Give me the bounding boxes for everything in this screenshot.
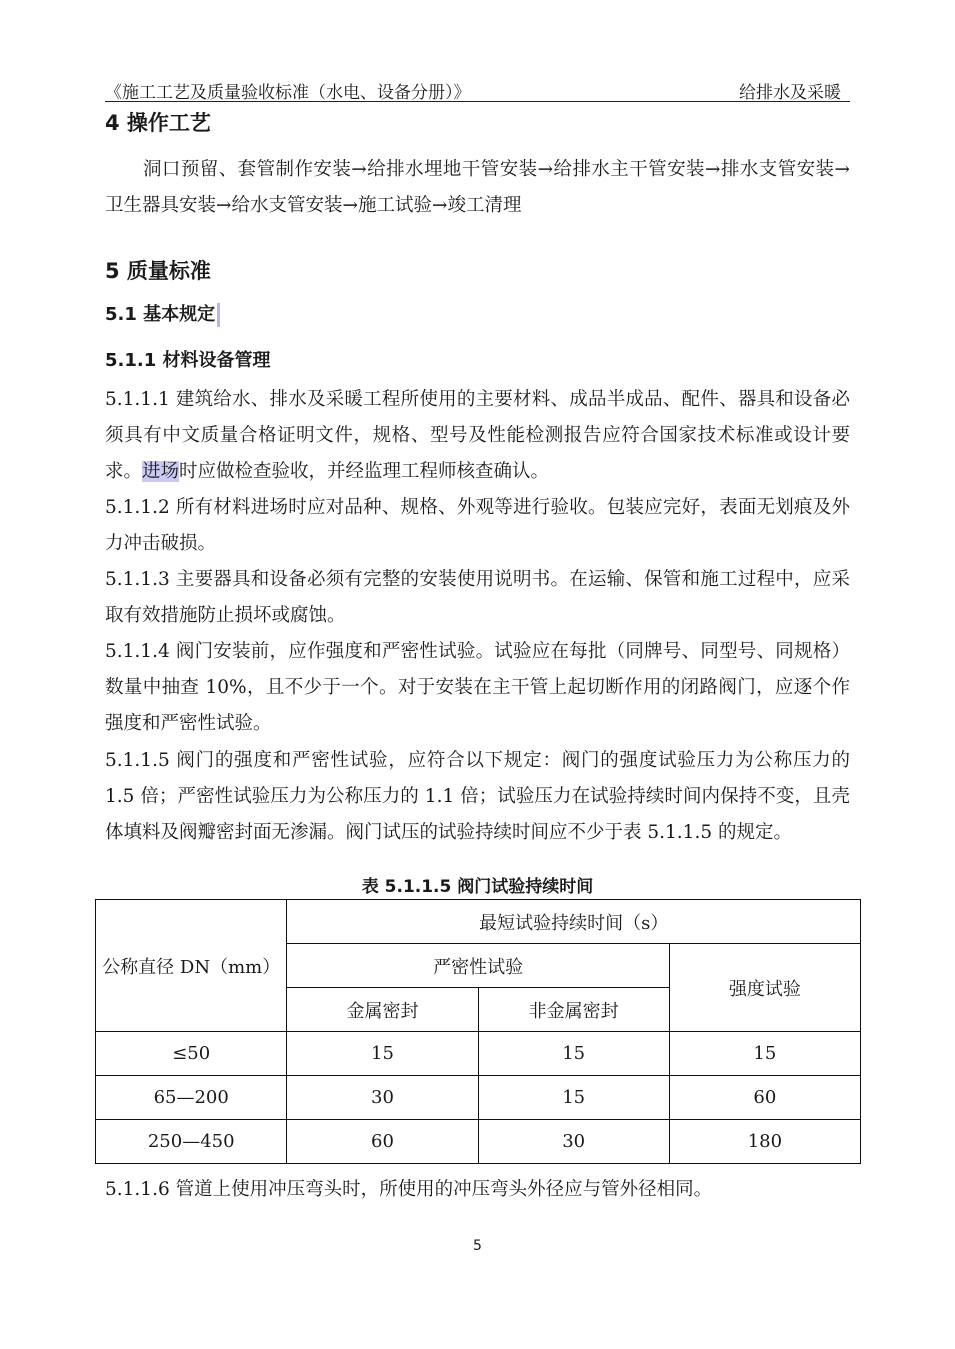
text-cursor: [217, 303, 220, 327]
cell-nonmetal: 30: [478, 1120, 669, 1164]
header-dn: 公称直径 DN（mm）: [96, 900, 287, 1032]
section-4-heading: 4 操作工艺: [105, 111, 211, 135]
cell-strength: 180: [669, 1120, 860, 1164]
section-5-1-1-heading: 5.1.1 材料设备管理: [105, 350, 271, 371]
cell-metal: 15: [287, 1032, 478, 1076]
header-min-time: 最短试验持续时间（s）: [287, 900, 861, 944]
header-nonmetal-seal: 非金属密封: [478, 988, 669, 1032]
cell-strength: 15: [669, 1032, 860, 1076]
clause-5-1-1-5: 5.1.1.5 阀门的强度和严密性试验，应符合以下规定：阀门的强度试验压力为公称压力的 1.5 倍；严密性试验压力为公称压力的 1.1 倍；试验压力在试验持续时间内保持不变，且壳体填料及阀瓣密封面无渗漏。阀门试压的试验持续时间应不少于表 5.1.1.5 的规定。: [105, 750, 850, 843]
header-metal-seal: 金属密封: [287, 988, 478, 1032]
cell-metal: 30: [287, 1076, 478, 1120]
process-flow-paragraph: 洞口预留、套管制作安装→给排水埋地干管安装→给排水主干管安装→排水支管安装→卫生器具安装→给水支管安装→施工试验→竣工清理: [105, 159, 850, 216]
valve-test-table: [95, 899, 861, 1164]
section-5-1-heading: [105, 300, 220, 327]
page-number: 5: [473, 1238, 482, 1254]
cell-metal: 60: [287, 1120, 478, 1164]
cell-dn: ≤50: [96, 1032, 287, 1076]
table-row: [96, 1032, 861, 1076]
header-section: 给排水及采暖: [739, 83, 841, 103]
highlighted-text: 进场: [142, 461, 180, 482]
section-5-heading: 5 质量标准: [105, 259, 211, 283]
table-caption: 表 5.1.1.5 阀门试验持续时间: [361, 877, 594, 897]
clause-5-1-1-4: 5.1.1.4 阀门安装前，应作强度和严密性试验。试验应在每批（同牌号、同型号、同规格）数量中抽查 10%，且不少于一个。对于安装在主干管上起切断作用的闭路阀门，应逐个作强度和严密性试验。: [105, 641, 850, 734]
cell-strength: 60: [669, 1076, 860, 1120]
cell-nonmetal: 15: [478, 1076, 669, 1120]
clause-5-1-1-1-text-b: 时应做检查验收，并经监理工程师核查确认。: [179, 461, 550, 482]
table-row: [96, 1120, 861, 1164]
header-rule: [105, 101, 850, 102]
header-strength: 强度试验: [669, 944, 860, 1032]
section-5-1-title: 5.1 基本规定: [105, 304, 216, 325]
header-tightness: 严密性试验: [287, 944, 669, 988]
clause-5-1-1-1-text-a: 5.1.1.1 建筑给水、排水及采暖工程所使用的主要材料、成品半成品、配件、器具和设备必须具有中文质量合格证明文件，规格、型号及性能检测报告应符合国家技术标准或设计要求。: [105, 389, 850, 482]
table-row: [96, 1076, 861, 1120]
cell-dn: 65—200: [96, 1076, 287, 1120]
cell-nonmetal: 15: [478, 1032, 669, 1076]
clause-5-1-1-2: 5.1.1.2 所有材料进场时应对品种、规格、外观等进行验收。包装应完好，表面无划痕及外力冲击破损。: [105, 497, 850, 554]
clause-5-1-1-6: 5.1.1.6 管道上使用冲压弯头时，所使用的冲压弯头外径应与管外径相同。: [105, 1179, 713, 1200]
clause-5-1-1-1: [105, 382, 850, 490]
clause-5-1-1-3: 5.1.1.3 主要器具和设备必须有完整的安装使用说明书。在运输、保管和施工过程中，应采取有效措施防止损坏或腐蚀。: [105, 569, 850, 626]
cell-dn: 250—450: [96, 1120, 287, 1164]
header-title: 《施工工艺及质量验收标准（水电、设备分册）》: [105, 83, 471, 103]
